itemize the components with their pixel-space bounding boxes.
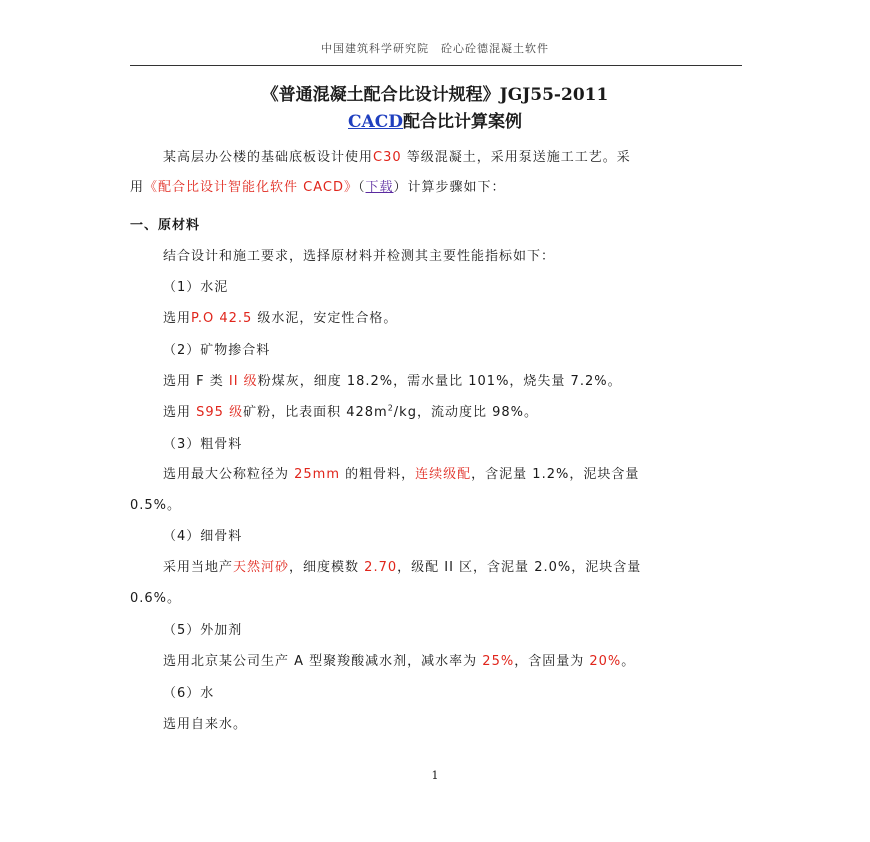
software-name: 《配合比设计智能化软件 CACD》 xyxy=(144,180,358,195)
item-label-fine: （4）细骨料 xyxy=(163,529,243,544)
download-link[interactable]: 下载 xyxy=(365,180,394,195)
intro-text: 计算步骤如下： xyxy=(407,180,506,195)
item-label-cement: （1）水泥 xyxy=(163,280,229,295)
body-text: 的粗骨料， xyxy=(340,467,416,482)
item-text-flyash xyxy=(163,370,622,389)
body-text: ，细度模数 xyxy=(289,560,365,575)
water-reduction-rate: 25% xyxy=(482,654,515,669)
body-text: 。 xyxy=(621,654,636,669)
subtitle-rest: 配合比计算案例 xyxy=(403,112,522,132)
body-text: /kg，流动度比 98%。 xyxy=(393,405,538,420)
item-label-coarse: （3）粗骨料 xyxy=(163,437,243,452)
intro-line-1 xyxy=(163,146,631,165)
body-text: 选用 xyxy=(163,311,192,326)
intro-text: 用 xyxy=(130,180,145,195)
cement-grade: P.O 42.5 xyxy=(191,311,253,326)
item-text-slag xyxy=(163,401,538,420)
gradation: 连续级配 xyxy=(415,467,472,482)
cacd-title-link[interactable]: CACD xyxy=(348,112,403,132)
superscript: 2 xyxy=(387,403,394,413)
page-number: 1 xyxy=(431,769,439,782)
intro-text: 某高层办公楼的基础底板设计使用 xyxy=(163,150,374,165)
item-text-water: 选用自来水。 xyxy=(163,717,248,732)
item-text-fine xyxy=(163,556,641,575)
paren: （ xyxy=(357,180,366,195)
body-text: 选用 xyxy=(163,405,197,420)
item-label-water: （6）水 xyxy=(163,686,215,701)
page-header: 中国建筑科学研究院 砼心砼德混凝土软件 xyxy=(321,42,549,55)
paren: ） xyxy=(393,180,408,195)
sand-type: 天然河砂 xyxy=(233,560,290,575)
strength-grade: C30 xyxy=(373,150,402,165)
item-label-admixture: （5）外加剂 xyxy=(163,623,243,638)
body-text: 选用最大公称粒径为 xyxy=(163,467,295,482)
item-text-admixture xyxy=(163,650,635,669)
item-text-coarse xyxy=(163,463,639,482)
section-heading: 一、原材料 xyxy=(130,218,201,233)
body-text: 粉煤灰，细度 18.2%，需水量比 101%，烧失量 7.2%。 xyxy=(257,374,622,389)
body-text: ，级配 II 区，含泥量 2.0%，泥块含量 xyxy=(397,560,642,575)
document-title: 《普通混凝土配合比设计规程》JGJ55-2011 xyxy=(261,85,609,105)
body-text: ，含泥量 1.2%，泥块含量 xyxy=(471,467,640,482)
item-text-fine-cont: 0.6%。 xyxy=(130,591,182,606)
body-text: ，含固量为 xyxy=(514,654,590,669)
flyash-grade: II 级 xyxy=(228,374,258,389)
slag-grade: S95 级 xyxy=(196,405,244,420)
body-text: 级水泥，安定性合格。 xyxy=(252,311,398,326)
body-text: 选用 F 类 xyxy=(163,374,229,389)
item-label-mineral: （2）矿物掺合料 xyxy=(163,343,271,358)
body-text: 选用北京某公司生产 A 型聚羧酸减水剂，减水率为 xyxy=(163,654,483,669)
body-text: 采用当地产 xyxy=(163,560,234,575)
body-text: 矿粉，比表面积 428m xyxy=(243,405,388,420)
section-intro: 结合设计和施工要求，选择原材料并检测其主要性能指标如下： xyxy=(163,249,556,264)
header-rule xyxy=(130,65,742,66)
intro-line-2 xyxy=(130,176,506,195)
document-subtitle xyxy=(0,107,870,132)
aggregate-size: 25mm xyxy=(294,467,341,482)
intro-text: 等级混凝土，采用泵送施工工艺。采 xyxy=(401,150,631,165)
solid-content: 20% xyxy=(589,654,622,669)
item-text-coarse-cont: 0.5%。 xyxy=(130,498,182,513)
fineness-modulus: 2.70 xyxy=(364,560,398,575)
item-text-cement xyxy=(163,307,397,326)
